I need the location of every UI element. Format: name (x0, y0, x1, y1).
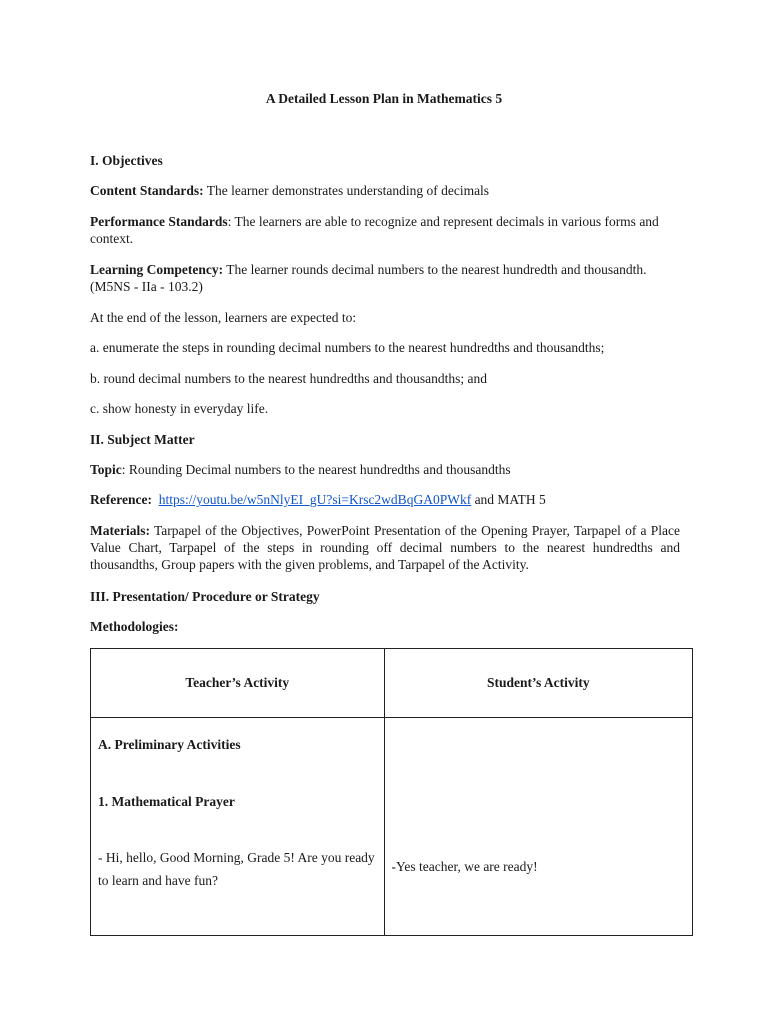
reference-line: Reference: https://youtu.be/w5nNlyEI_gU?si=Krsc2wdBqGA0PWkf and MATH 5 (90, 492, 546, 507)
teacher-activity-header: Teacher’s Activity (91, 649, 385, 718)
presentation-heading: III. Presentation/ Procedure or Strategy (90, 589, 320, 604)
student-activity-cell (384, 718, 692, 936)
methodologies-label: Methodologies: (90, 619, 179, 634)
objective-item-a: a. enumerate the steps in rounding decimal numbers to the nearest hundredths and thousandths; (90, 340, 605, 355)
objective-item-b: b. round decimal numbers to the nearest hundredths and thousandths; and (90, 371, 488, 386)
page-title: A Detailed Lesson Plan in Mathematics 5 (265, 91, 503, 106)
mathematical-prayer: 1. Mathematical Prayer (98, 794, 235, 809)
teacher-activity-cell (91, 718, 385, 936)
objective-item-c: c. show honesty in everyday life. (90, 401, 269, 416)
methodologies-table (90, 648, 693, 936)
reference-link[interactable]: https://youtu.be/w5nNlyEI_gU?si=Krsc2wdBqGA0PWkf (158, 492, 472, 507)
objectives-heading: I. Objectives (90, 153, 163, 168)
objectives-intro: At the end of the lesson, learners are expected to: (90, 310, 357, 325)
preliminary-activities: A. Preliminary Activities (98, 737, 241, 752)
performance-standards: Performance Standards: The learners are able to recognize and represent decimals in various forms and context. (90, 214, 659, 246)
student-response: -Yes teacher, we are ready! (391, 859, 538, 874)
content-standards: Content Standards: The learner demonstrates understanding of decimals (90, 183, 490, 198)
subject-matter-heading: II. Subject Matter (90, 432, 195, 447)
materials-line: Materials: Tarpapel of the Objectives, PowerPoint Presentation of the Opening Prayer, Tarpapel of a Place Value Chart, Tarpapel of the steps in rounding off decimal numbers to the nearest hundredths and thousandths, Group papers with the given problems, and Tarpapel of the Activity. (90, 523, 680, 572)
topic-line: Topic: Rounding Decimal numbers to the nearest hundredths and thousandths (90, 462, 511, 477)
learning-competency: Learning Competency: The learner rounds decimal numbers to the nearest hundredth and thousandth. (M5NS - IIa - 103.2) (90, 262, 647, 294)
table-header-row (91, 649, 693, 718)
teacher-greeting: - Hi, hello, Good Morning, Grade 5! Are you ready to learn and have fun? (98, 850, 375, 888)
student-activity-header: Student’s Activity (384, 649, 692, 718)
table-row (91, 718, 693, 936)
